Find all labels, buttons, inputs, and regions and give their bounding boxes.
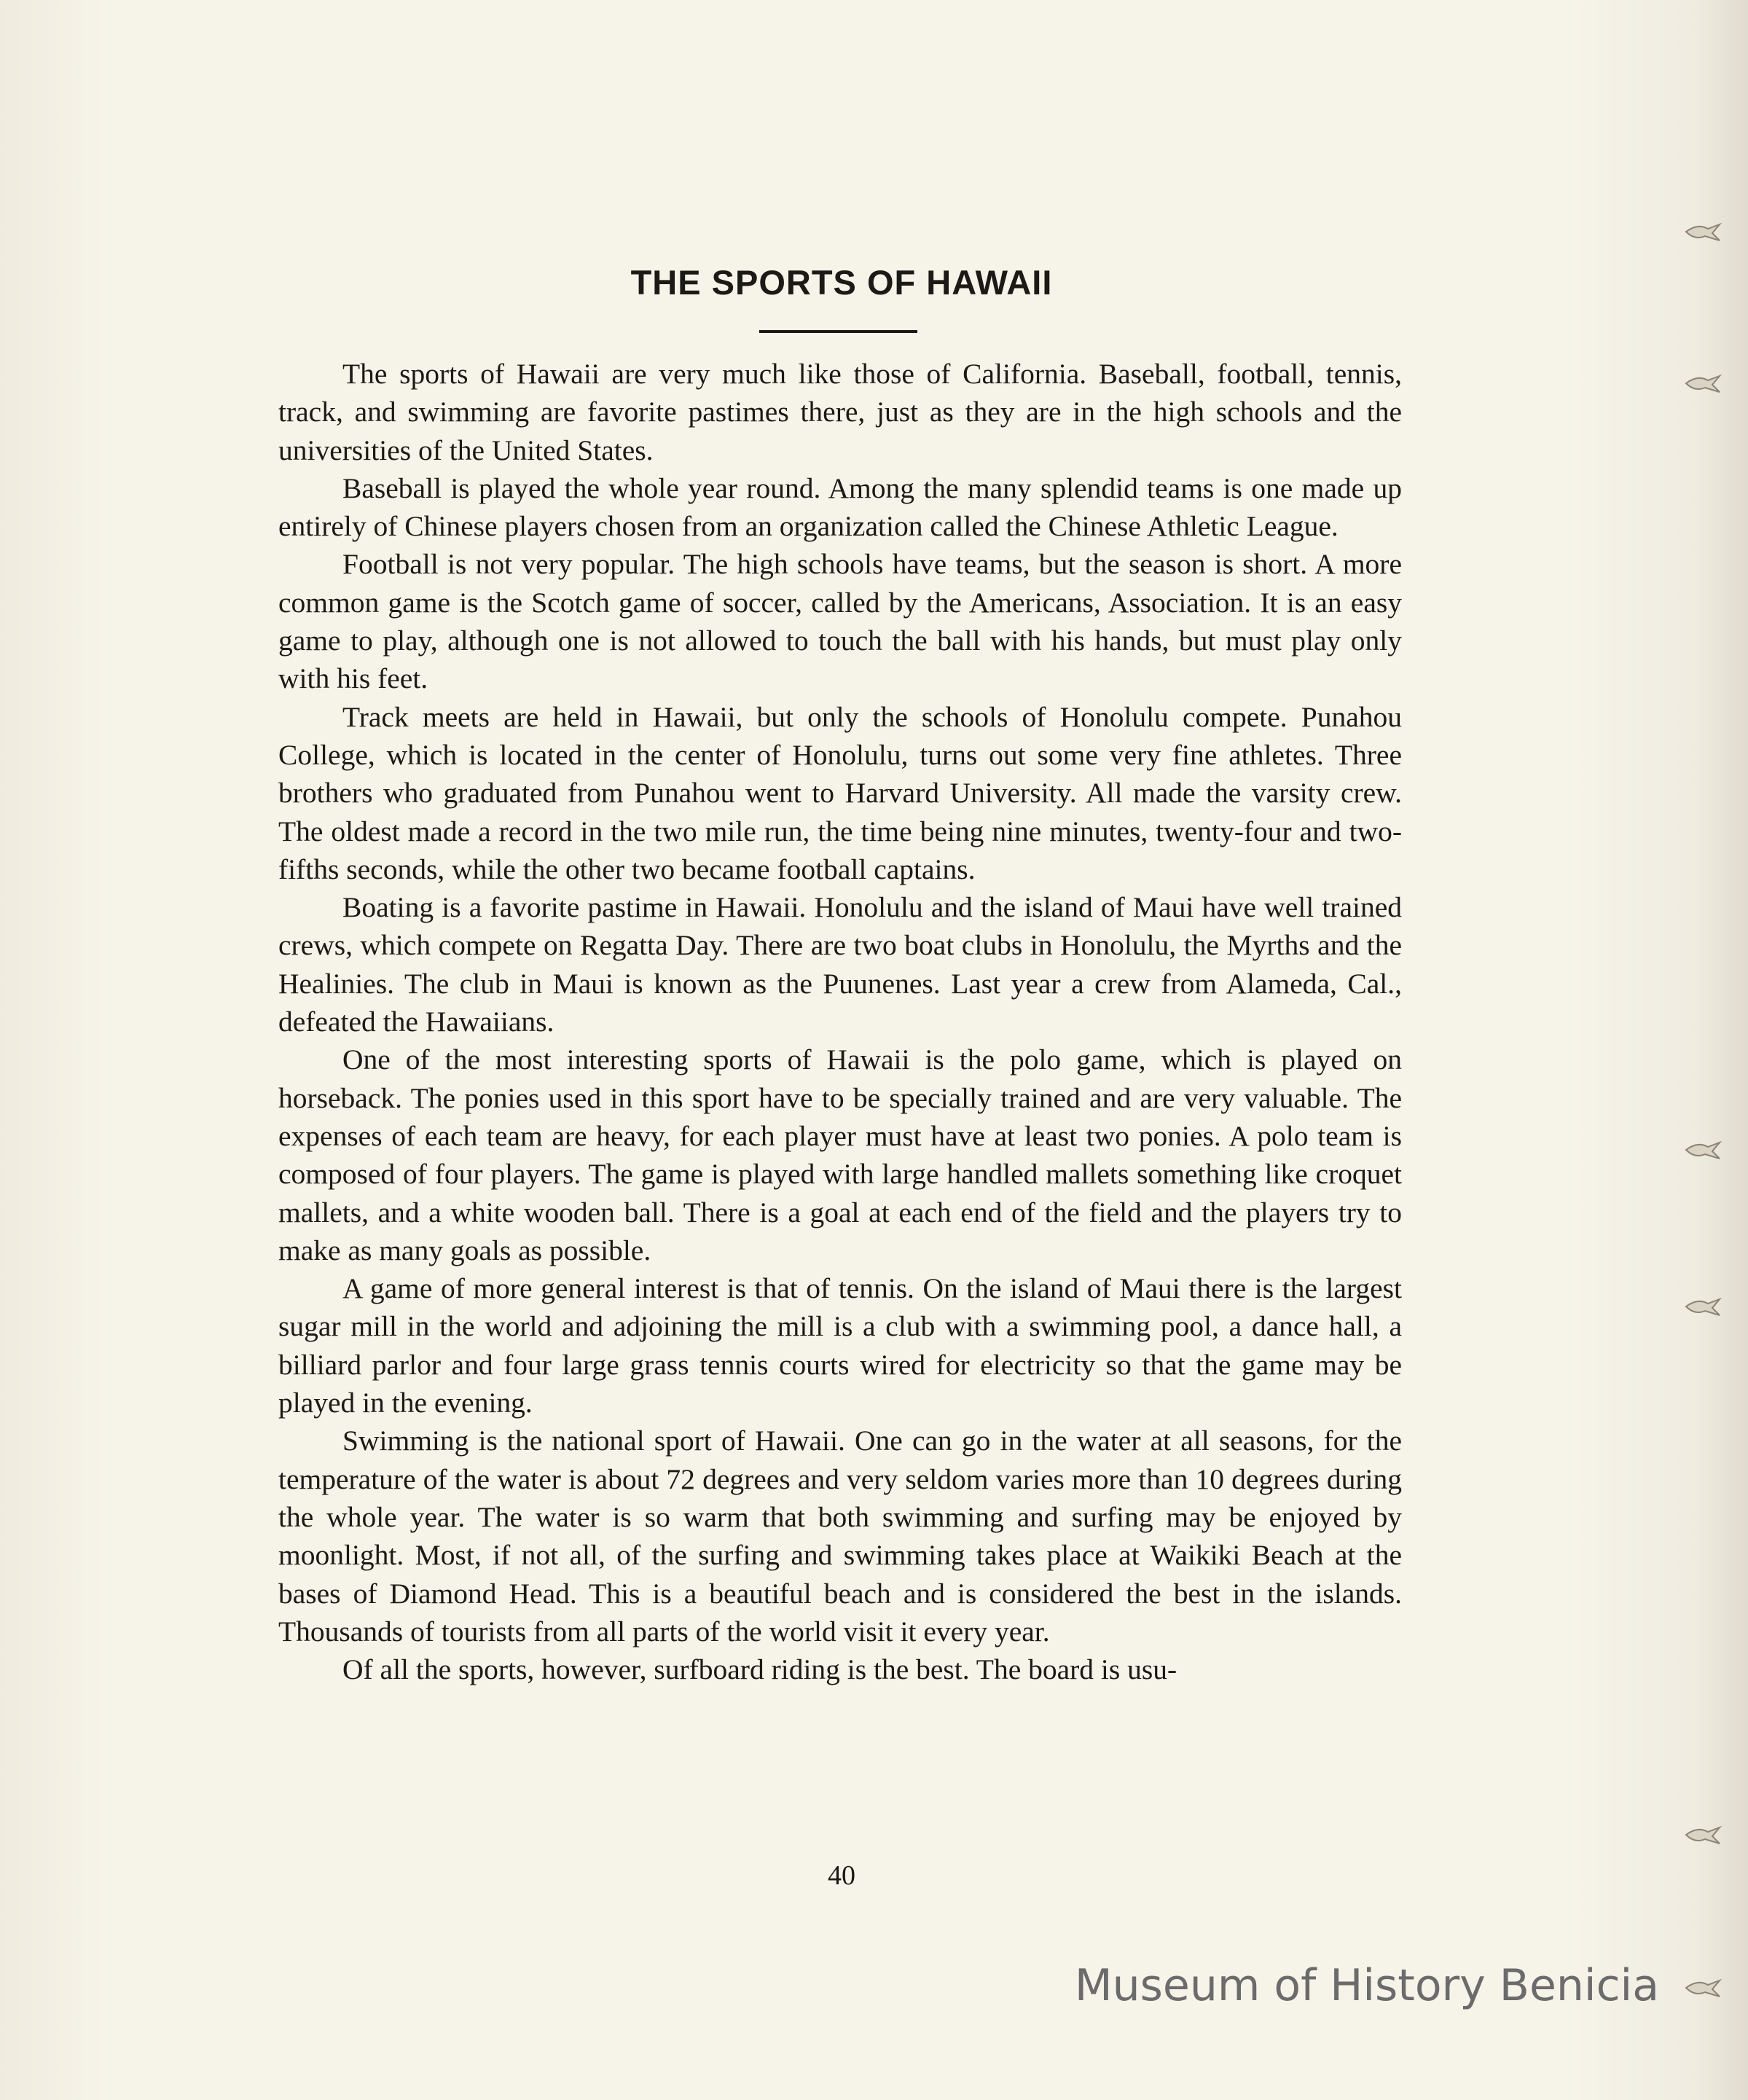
page-edge-shadow <box>1697 0 1748 2100</box>
binding-hole-icon <box>1683 1975 1722 2001</box>
paragraph: A game of more general interest is that of tennis. On the island of Maui there is the largest sugar mill in the world and adjoining the mill is a club with a swimming pool, a dance hall, a billiard parlor and four large grass tennis courts wired for electricity so that the game may be played in the evening. <box>278 1272 1402 1419</box>
article-body <box>278 355 1402 1688</box>
page-title: THE SPORTS OF HAWAII <box>630 263 1053 302</box>
watermark: Museum of History Benicia <box>1074 1960 1659 2011</box>
binding-hole-icon <box>1683 1293 1722 1320</box>
page-number: 40 <box>828 1860 855 1891</box>
title-rule <box>759 330 917 333</box>
paragraph: One of the most interesting sports of Hawaii is the polo game, which is played on horseback. The ponies used in this sport have to be specially trained and are very valuable. The expenses of each team are heavy, for each player must have at least two ponies. A polo team is composed of four players. The game is played with large handled mallets something like croquet mallets, and a white wooden ball. There is a goal at each end of the field and the players try to make as many goals as possible. <box>278 1043 1402 1266</box>
paragraph: Boating is a favorite pastime in Hawaii. Honolulu and the island of Maui have well trained crews, which compete on Regatta Day. There are two boat clubs in Honolulu, the Myrths and the Healinies. The club in Maui is known as the Puunenes. Last year a crew from Alameda, Cal., defeated the Hawaiians. <box>278 891 1402 1038</box>
binding-hole-icon <box>1683 1822 1722 1848</box>
paragraph: Of all the sports, however, surfboard riding is the best. The board is usu- <box>342 1653 1177 1686</box>
paragraph: Track meets are held in Hawaii, but only the schools of Honolulu compete. Punahou College, which is located in the center of Honolulu, turns out some very fine athletes. Three brothers who graduated from Punahou went to Harvard University. All made the varsity crew. The oldest made a record in the two mile run, the time being nine minutes, twenty-four and two-fifths seconds, while the other two became football captains. <box>278 700 1402 885</box>
binding-hole-icon <box>1683 219 1722 245</box>
binding-hole-icon <box>1683 1137 1722 1163</box>
paragraph: Swimming is the national sport of Hawaii. One can go in the water at all seasons, for the temperature of the water is about 72 degrees and very seldom varies more than 10 degrees during the whole year. The water is so warm that both swimming and surfing may be enjoyed by moonlight. Most, if not all, of the surfing and swimming takes place at Waikiki Beach at the bases of Diamond Head. This is a beautiful beach and is considered the best in the islands. Thousands of tourists from all parts of the world visit it every year. <box>278 1425 1402 1648</box>
paragraph: Football is not very popular. The high schools have teams, but the season is short. A more common game is the Scotch game of soccer, called by the Americans, Association. It is an easy game to play, although one is not allowed to touch the ball with his hands, but must play only with his feet. <box>278 548 1402 695</box>
paragraph: Baseball is played the whole year round. Among the many splendid teams is one made up entirely of Chinese players chosen from an organization called the Chinese Athletic League. <box>278 471 1402 543</box>
paragraph: The sports of Hawaii are very much like those of California. Baseball, football, tennis, track, and swimming are favorite pastimes there, just as they are in the high schools and the universities of the United States. <box>278 358 1402 466</box>
binding-hole-icon <box>1683 370 1722 396</box>
